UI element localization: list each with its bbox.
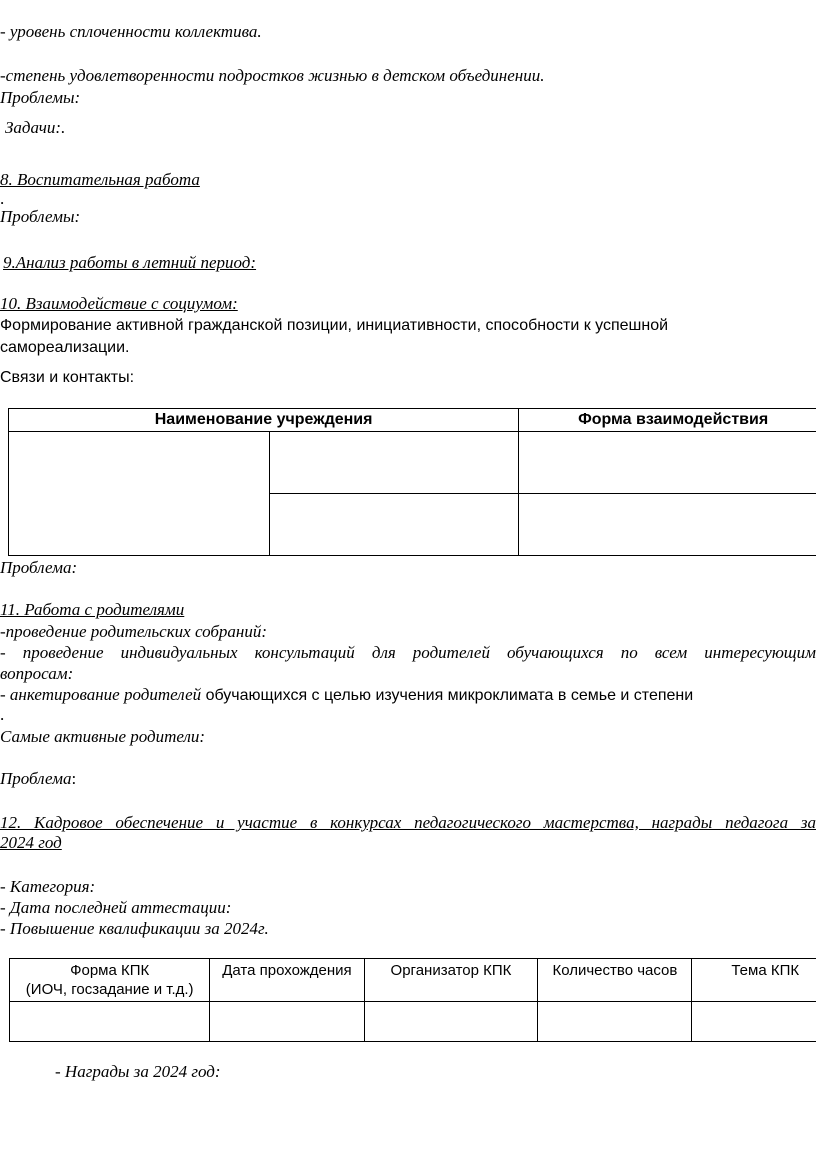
- table-cell: [364, 1002, 538, 1042]
- table-cell: [9, 432, 270, 556]
- qualification-label: - Повышение квалификации за 2024г.: [0, 919, 269, 938]
- survey-text: обучающихся с целью изучения микроклимата в семье и степени: [201, 687, 694, 704]
- section-8-problems: Проблемы:: [0, 207, 81, 226]
- section-11-item-2: - проведение индивидуальных консультаций для родителей обучающихся по всем интересующим: [0, 643, 816, 662]
- institutions-table: [8, 408, 816, 556]
- section-11-item-3: [0, 685, 693, 706]
- text-line-satisfaction: -степень удовлетворенности подростков жизнью в детском объединении.: [0, 66, 545, 85]
- problem-colon: :: [71, 769, 77, 788]
- text-line-cohesion: - уровень сплоченности коллектива.: [0, 22, 262, 41]
- section-12-heading: 12. Кадровое обеспечение и участие в конкурсах педагогического мастерства, награды педагога за: [0, 813, 816, 832]
- text-dot: .: [0, 705, 5, 724]
- kpk-form-header-line-1: Форма КПК: [70, 962, 150, 979]
- problem-label-1: Проблема:: [0, 558, 78, 577]
- hours-header: Количество часов: [538, 959, 692, 1002]
- section-11-item-1: -проведение родительских собраний:: [0, 622, 268, 641]
- table-cell: [519, 432, 816, 494]
- text-line-tasks: Задачи:.: [5, 118, 66, 137]
- interaction-form-header: Форма взаимодействия: [519, 409, 816, 432]
- section-11-item-2-cont: вопросам:: [0, 664, 74, 683]
- table-cell: [210, 1002, 364, 1042]
- awards-label: - Награды за 2024 год:: [55, 1062, 221, 1081]
- table-cell: [519, 494, 816, 556]
- kpk-form-header: [10, 959, 210, 1002]
- date-header: Дата прохождения: [210, 959, 364, 1002]
- category-label: - Категория:: [0, 877, 96, 896]
- problem-label-2: [0, 769, 76, 789]
- organizer-header: Организатор КПК: [364, 959, 538, 1002]
- problem-word: Проблема: [0, 769, 72, 788]
- table-row: [9, 432, 816, 494]
- links-label: Связи и контакты:: [0, 369, 135, 386]
- active-parents-label: Самые активные родители:: [0, 727, 206, 746]
- table-cell: [692, 1002, 816, 1042]
- section-10-text-1: Формирование активной гражданской позиции, инициативности, способности к успешной: [0, 317, 669, 334]
- table-cell: [269, 494, 519, 556]
- table-header-row: [10, 959, 816, 1002]
- section-10-heading: 10. Взаимодействие с социумом:: [0, 294, 238, 313]
- survey-label: - анкетирование родителей: [0, 685, 202, 704]
- text-line-problems: Проблемы:: [0, 88, 81, 107]
- kpk-form-header-line-2: (ИОЧ, госзадание и т.д.): [25, 981, 194, 998]
- table-cell: [10, 1002, 210, 1042]
- table-cell: [538, 1002, 692, 1042]
- section-12-heading-cont: 2024 год: [0, 833, 62, 852]
- qualification-table: [9, 958, 816, 1042]
- text-dot: .: [0, 189, 5, 208]
- table-header-row: [9, 409, 816, 432]
- institution-name-header: Наименование учреждения: [9, 409, 519, 432]
- section-8-heading: 8. Воспитательная работа: [0, 170, 200, 189]
- table-row: [10, 1002, 816, 1042]
- table-cell: [269, 432, 519, 494]
- section-10-text-2: самореализации.: [0, 339, 130, 356]
- section-11-heading: 11. Работа с родителями: [0, 600, 185, 619]
- attestation-date-label: - Дата последней аттестации:: [0, 898, 232, 917]
- section-9-heading: 9.Анализ работы в летний период:: [3, 253, 257, 272]
- topic-header: Тема КПК: [692, 959, 816, 1002]
